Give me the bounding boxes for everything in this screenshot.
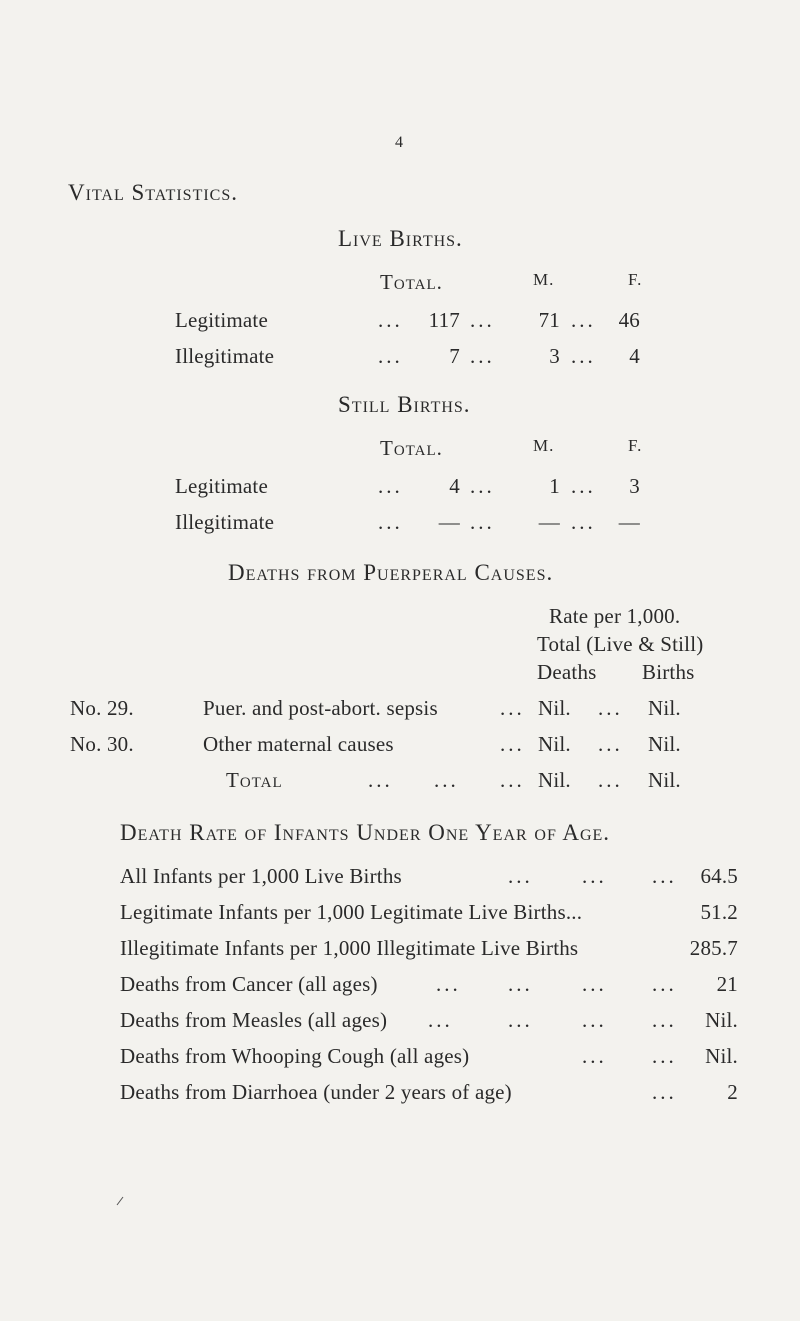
births-value: Nil. <box>648 768 681 792</box>
leader-dots: ... <box>652 1008 677 1032</box>
leader-dots: ... <box>508 972 533 996</box>
leader-dots: ... <box>508 1008 533 1032</box>
leader-dots: ... <box>582 1044 607 1068</box>
rate-header: Rate per 1,000. <box>549 604 681 628</box>
col-m-header: M. <box>533 270 555 289</box>
row-value: Nil. <box>705 1008 738 1032</box>
leader-dots: ... <box>470 510 495 534</box>
leader-dots: ... <box>582 864 607 888</box>
rate-subheader: Total (Live & Still) <box>537 632 704 656</box>
f-value: 3 <box>629 474 640 498</box>
m-value: 71 <box>538 308 560 332</box>
leader-dots: ... <box>652 972 677 996</box>
row-value: 21 <box>716 972 738 996</box>
leader-dots: ... <box>378 344 403 368</box>
row-label: Total <box>226 768 283 792</box>
row-label: Illegitimate Infants per 1,000 Illegitimate Live Births <box>120 936 579 960</box>
leader-dots: ... <box>571 510 596 534</box>
leader-dots: ... <box>571 344 596 368</box>
row-value: 285.7 <box>689 936 738 960</box>
row-label: Deaths from Measles (all ages) <box>120 1008 388 1032</box>
leader-dots: ... <box>652 864 677 888</box>
leader-dots: ... <box>582 972 607 996</box>
pencil-mark <box>115 1195 125 1207</box>
row-value: 51.2 <box>700 900 738 924</box>
leader-dots: ... <box>571 308 596 332</box>
leader-dots: ... <box>508 864 533 888</box>
puerperal-heading: Deaths from Puerperal Causes. <box>228 560 554 585</box>
m-value: 3 <box>549 344 560 368</box>
col-total-header: Total. <box>380 270 443 294</box>
leader-dots: ... <box>378 308 403 332</box>
row-value: 64.5 <box>700 864 738 888</box>
row-label: Puer. and post-abort. sepsis <box>203 696 438 720</box>
row-label: Deaths from Cancer (all ages) <box>120 972 378 996</box>
leader-dots: ... <box>378 474 403 498</box>
births-value: Nil. <box>648 696 681 720</box>
row-label: Legitimate <box>175 474 268 498</box>
row-label: Deaths from Whooping Cough (all ages) <box>120 1044 470 1068</box>
leader-dots: ... <box>652 1044 677 1068</box>
col-f-header: F. <box>628 270 643 289</box>
leader-dots: ... <box>470 474 495 498</box>
leader-dots: ... <box>436 972 461 996</box>
deaths-value: Nil. <box>538 732 571 756</box>
leader-dots: ... <box>598 732 623 756</box>
leader-dots: ... <box>582 1008 607 1032</box>
row-label: Deaths from Diarrhoea (under 2 years of age) <box>120 1080 512 1104</box>
total-value: 117 <box>428 308 460 332</box>
row-value: Nil. <box>705 1044 738 1068</box>
leader-dots: ... <box>500 768 525 792</box>
page-title: Vital Statistics. <box>68 180 238 205</box>
still-births-heading: Still Births. <box>338 392 471 417</box>
row-label: Illegitimate <box>175 344 275 368</box>
col-deaths-header: Deaths <box>537 660 597 684</box>
col-f-header: F. <box>628 436 643 455</box>
leader-dots: ... <box>598 696 623 720</box>
row-label: Illegitimate <box>175 510 275 534</box>
deaths-value: Nil. <box>538 696 571 720</box>
total-value: 7 <box>449 344 460 368</box>
page-number: 4 <box>395 134 404 151</box>
m-value: — <box>538 510 560 534</box>
leader-dots: ... <box>470 344 495 368</box>
total-value: — <box>438 510 460 534</box>
leader-dots: ... <box>378 510 403 534</box>
col-total-header: Total. <box>380 436 443 460</box>
row-label: All Infants per 1,000 Live Births <box>120 864 402 888</box>
f-value: 4 <box>629 344 640 368</box>
leader-dots: ... <box>500 732 525 756</box>
f-value: — <box>618 510 640 534</box>
deaths-value: Nil. <box>538 768 571 792</box>
leader-dots: ... <box>598 768 623 792</box>
leader-dots: ... <box>652 1080 677 1104</box>
infant-heading: Death Rate of Infants Under One Year of Age. <box>120 820 611 845</box>
leader-dots: ... <box>428 1008 453 1032</box>
f-value: 46 <box>618 308 640 332</box>
leader-dots: ... <box>470 308 495 332</box>
row-number: No. 29. <box>70 696 134 720</box>
leader-dots: ... <box>434 768 459 792</box>
col-m-header: M. <box>533 436 555 455</box>
leader-dots: ... <box>571 474 596 498</box>
m-value: 1 <box>549 474 560 498</box>
leader-dots: ... <box>500 696 525 720</box>
row-label: Legitimate Infants per 1,000 Legitimate Live Births... <box>120 900 583 924</box>
row-label: Legitimate <box>175 308 268 332</box>
leader-dots: ... <box>368 768 393 792</box>
births-value: Nil. <box>648 732 681 756</box>
row-number: No. 30. <box>70 732 134 756</box>
col-births-header: Births <box>642 660 695 684</box>
total-value: 4 <box>449 474 460 498</box>
row-value: 2 <box>727 1080 738 1104</box>
live-births-heading: Live Births. <box>338 226 463 251</box>
row-label: Other maternal causes <box>203 732 394 756</box>
